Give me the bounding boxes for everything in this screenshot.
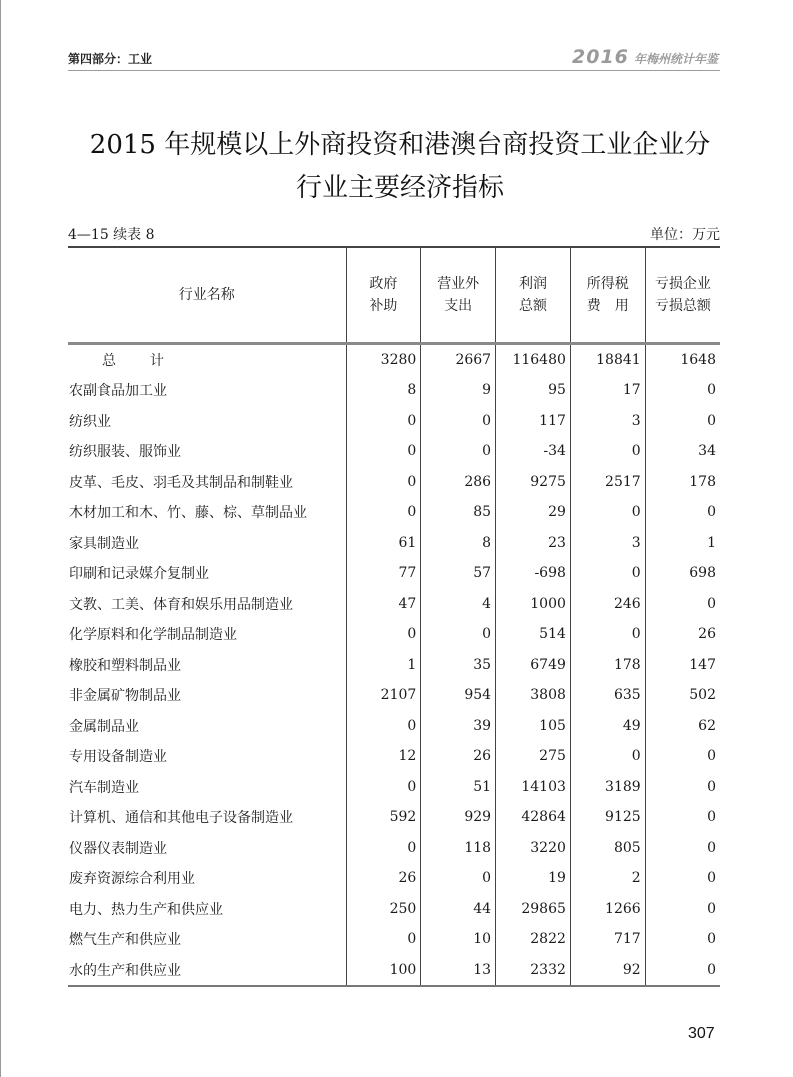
page-number: 307	[688, 1025, 715, 1042]
value-cell: 23	[496, 528, 571, 559]
value-cell: 147	[645, 650, 720, 681]
value-cell: 9275	[496, 467, 571, 498]
value-cell: 77	[346, 558, 421, 589]
value-cell: 246	[570, 589, 645, 620]
value-cell: 3220	[496, 833, 571, 864]
value-cell: 14103	[496, 772, 571, 803]
value-cell: 0	[421, 406, 496, 437]
industry-name: 纺织业	[69, 413, 111, 430]
value-cell: 3189	[570, 772, 645, 803]
value-cell: 92	[570, 955, 645, 987]
value-cell: 100	[346, 955, 421, 987]
value-cell: 0	[645, 406, 720, 437]
table-row	[68, 528, 720, 559]
table-row	[68, 589, 720, 620]
value-cell: 18841	[570, 343, 645, 375]
industry-name: 纺织服装、服饰业	[69, 444, 181, 461]
value-cell: 0	[346, 772, 421, 803]
value-cell: 2517	[570, 467, 645, 498]
value-cell: 47	[346, 589, 421, 620]
industry-name: 总 计	[102, 352, 166, 369]
column-header-industry	[68, 247, 346, 343]
table-row	[68, 833, 720, 864]
value-cell: 717	[570, 924, 645, 955]
value-cell: 178	[645, 467, 720, 498]
value-cell: 1	[645, 528, 720, 559]
value-cell: 35	[421, 650, 496, 681]
value-cell: 0	[346, 924, 421, 955]
value-cell: 39	[421, 711, 496, 742]
unit-label: 单位：万元	[650, 227, 720, 243]
industry-name: 文教、工美、体育和娱乐用品制造业	[69, 596, 293, 613]
value-cell: 116480	[496, 343, 571, 375]
column-header-line2: 总额	[518, 297, 547, 314]
value-cell: 2	[570, 863, 645, 894]
column-header	[496, 247, 571, 343]
value-cell: 2107	[346, 680, 421, 711]
column-header-line2: 补助	[369, 297, 398, 314]
value-cell: 2332	[496, 955, 571, 987]
value-cell: -34	[496, 436, 571, 467]
column-header-line1: 政府	[369, 275, 398, 292]
value-cell: 0	[570, 558, 645, 589]
section-label: 第四部分：工业	[68, 52, 153, 66]
value-cell: 1648	[645, 343, 720, 375]
value-cell: 0	[645, 772, 720, 803]
value-cell: 85	[421, 497, 496, 528]
table-body	[68, 343, 720, 986]
industry-name: 化学原料和化学制品制造业	[69, 627, 237, 644]
value-cell: 12	[346, 741, 421, 772]
value-cell: 0	[645, 894, 720, 925]
value-cell: 8	[346, 375, 421, 406]
value-cell: 0	[645, 833, 720, 864]
industry-name: 废弃资源综合利用业	[69, 871, 195, 888]
value-cell: 514	[496, 619, 571, 650]
table-row	[68, 802, 720, 833]
table-row	[68, 680, 720, 711]
value-cell: 0	[645, 375, 720, 406]
value-cell: 9	[421, 375, 496, 406]
industry-name: 计算机、通信和其他电子设备制造业	[69, 810, 293, 827]
value-cell: 250	[346, 894, 421, 925]
column-header	[645, 247, 720, 343]
value-cell: 0	[346, 467, 421, 498]
table-row	[68, 772, 720, 803]
page-edge-line	[0, 0, 1, 1077]
value-cell: 0	[346, 619, 421, 650]
industry-name: 皮革、毛皮、羽毛及其制品和制鞋业	[69, 474, 293, 491]
value-cell: 19	[496, 863, 571, 894]
value-cell: 118	[421, 833, 496, 864]
column-header-line1: 营业外	[437, 275, 480, 292]
industry-name: 印刷和记录媒介复制业	[69, 566, 209, 583]
value-cell: 0	[346, 711, 421, 742]
value-cell: 0	[645, 863, 720, 894]
table-row	[68, 436, 720, 467]
yearbook-logo	[572, 46, 718, 68]
value-cell: 0	[346, 497, 421, 528]
industry-name: 专用设备制造业	[69, 749, 167, 766]
industry-name: 汽车制造业	[69, 779, 139, 796]
value-cell: 0	[645, 741, 720, 772]
industry-name: 电力、热力生产和供应业	[69, 901, 223, 918]
column-header-line2: 费 用	[586, 297, 629, 314]
value-cell: 1266	[570, 894, 645, 925]
value-cell: 0	[570, 741, 645, 772]
column-header-line2: 支出	[444, 297, 473, 314]
value-cell: 117	[496, 406, 571, 437]
value-cell: 2822	[496, 924, 571, 955]
yearbook-name: 年梅州统计年鉴	[633, 52, 718, 66]
value-cell: 57	[421, 558, 496, 589]
table-row	[68, 924, 720, 955]
industry-name: 橡胶和塑料制品业	[69, 657, 181, 674]
value-cell: 929	[421, 802, 496, 833]
value-cell: 3	[570, 528, 645, 559]
value-cell: 6749	[496, 650, 571, 681]
value-cell: 0	[421, 436, 496, 467]
value-cell: -698	[496, 558, 571, 589]
value-cell: 61	[346, 528, 421, 559]
page-title-line2: 行业主要经济指标	[295, 173, 504, 203]
yearbook-year: 2016	[572, 46, 629, 68]
value-cell: 0	[570, 497, 645, 528]
value-cell: 954	[421, 680, 496, 711]
table-row-total	[68, 343, 720, 375]
industry-name: 木材加工和木、竹、藤、棕、草制品业	[69, 505, 307, 522]
value-cell: 62	[645, 711, 720, 742]
value-cell: 0	[421, 619, 496, 650]
value-cell: 29865	[496, 894, 571, 925]
value-cell: 42864	[496, 802, 571, 833]
industry-name: 仪器仪表制造业	[69, 840, 167, 857]
industry-name: 金属制品业	[69, 718, 139, 735]
value-cell: 698	[645, 558, 720, 589]
value-cell: 178	[570, 650, 645, 681]
value-cell: 51	[421, 772, 496, 803]
industry-name: 农副食品加工业	[69, 383, 167, 400]
table-row	[68, 863, 720, 894]
column-header-line1: 所得税	[586, 275, 629, 292]
data-table	[68, 246, 720, 987]
table-row	[68, 375, 720, 406]
value-cell: 8	[421, 528, 496, 559]
table-row	[68, 619, 720, 650]
table-row	[68, 497, 720, 528]
value-cell: 635	[570, 680, 645, 711]
table-row	[68, 467, 720, 498]
value-cell: 0	[346, 406, 421, 437]
value-cell: 0	[645, 589, 720, 620]
table-row	[68, 558, 720, 589]
table-row	[68, 894, 720, 925]
value-cell: 26	[346, 863, 421, 894]
column-header-line1: 亏损企业	[654, 275, 711, 292]
value-cell: 2667	[421, 343, 496, 375]
value-cell: 26	[645, 619, 720, 650]
value-cell: 0	[346, 436, 421, 467]
value-cell: 1	[346, 650, 421, 681]
value-cell: 0	[346, 833, 421, 864]
industry-name: 燃气生产和供应业	[69, 932, 181, 949]
value-cell: 3	[570, 406, 645, 437]
column-header	[570, 247, 645, 343]
column-header-line1: 利润	[518, 275, 547, 292]
value-cell: 805	[570, 833, 645, 864]
value-cell: 105	[496, 711, 571, 742]
table-row	[68, 711, 720, 742]
value-cell: 0	[570, 436, 645, 467]
value-cell: 3808	[496, 680, 571, 711]
value-cell: 1000	[496, 589, 571, 620]
value-cell: 9125	[570, 802, 645, 833]
value-cell: 10	[421, 924, 496, 955]
value-cell: 0	[645, 497, 720, 528]
page-title-line1: 2015 年规模以上外商投资和港澳台商投资工业企业分	[89, 130, 711, 160]
industry-name: 水的生产和供应业	[68, 955, 346, 987]
column-header-line1: 行业名称	[178, 286, 235, 303]
column-header-line2: 亏损总额	[654, 297, 711, 314]
value-cell: 44	[421, 894, 496, 925]
value-cell: 592	[346, 802, 421, 833]
value-cell: 26	[421, 741, 496, 772]
value-cell: 29	[496, 497, 571, 528]
value-cell: 13	[421, 955, 496, 987]
value-cell: 0	[645, 924, 720, 955]
value-cell: 0	[421, 863, 496, 894]
value-cell: 4	[421, 589, 496, 620]
industry-name: 家具制造业	[69, 535, 139, 552]
value-cell: 17	[570, 375, 645, 406]
table-row	[68, 741, 720, 772]
value-cell: 3280	[346, 343, 421, 375]
table-row	[68, 955, 720, 987]
value-cell: 0	[570, 619, 645, 650]
table-row	[68, 406, 720, 437]
value-cell: 502	[645, 680, 720, 711]
value-cell: 0	[645, 955, 720, 987]
value-cell: 286	[421, 467, 496, 498]
value-cell: 275	[496, 741, 571, 772]
column-header	[346, 247, 421, 343]
value-cell: 95	[496, 375, 571, 406]
table-header-row	[68, 247, 720, 343]
table-row	[68, 650, 720, 681]
value-cell: 34	[645, 436, 720, 467]
value-cell: 0	[645, 802, 720, 833]
table-id: 4—15 续表 8	[68, 227, 155, 243]
value-cell: 49	[570, 711, 645, 742]
column-header	[421, 247, 496, 343]
running-header	[68, 48, 720, 71]
industry-name: 非金属矿物制品业	[69, 688, 181, 705]
